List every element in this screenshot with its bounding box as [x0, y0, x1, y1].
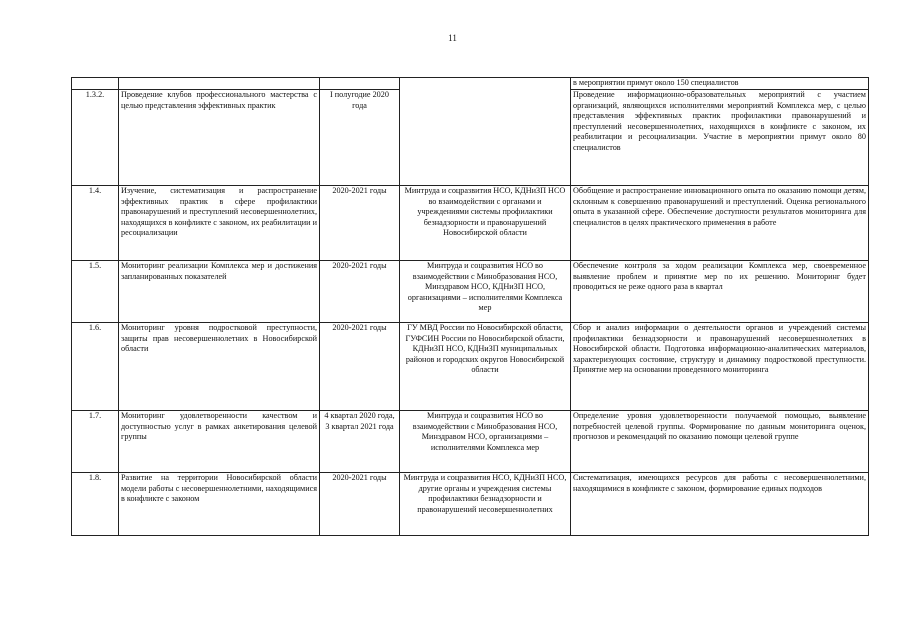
table-row: [72, 261, 869, 323]
measure-name: Мониторинг уровня подростковой преступности, защиты прав несовершеннолетних в Новосибирской области: [119, 323, 320, 411]
item-number: [72, 78, 119, 90]
measure-result: Сбор и анализ информации о деятельности органов и учреждений системы профилактики безнадзорности и правонарушений несовершеннолетних в Новосибирской области. Подготовка информационно-аналитических материалов, характеризующих состояние, структуру и динамику подростковой преступности. Принятие мер на основании проведенного мониторинга: [571, 323, 869, 411]
table-row: [72, 473, 869, 536]
measure-term: 2020-2021 годы: [320, 473, 400, 536]
measure-executors: ГУ МВД России по Новосибирской области, ГУФСИН России по Новосибирской области, КДНиЗП НСО, КДНиЗП муниципальных районов и городских округов Новосибирской области: [400, 323, 571, 411]
measure-name: [119, 78, 320, 90]
item-number: 1.3.2.: [72, 90, 119, 186]
measure-term: I полугодие 2020 года: [320, 90, 400, 186]
measure-executors: Минтруда и соцразвития НСО, КДНиЗП НСО во взаимодействии с органами и учреждениями системы профилактики безнадзорности и правонарушений Новосибирской области: [400, 186, 571, 261]
table-row: [72, 323, 869, 411]
measure-executors: Минтруда и соцразвития НСО во взаимодействии с Минобразования НСО, Минздравом НСО, КДНиЗП НСО, организациями – исполнителями Комплекса мер: [400, 261, 571, 323]
measure-term: 2020-2021 годы: [320, 261, 400, 323]
measures-table: [71, 77, 869, 536]
table-row: [72, 186, 869, 261]
measure-result: Определение уровня удовлетворенности получаемой помощью, выявление потребностей целевой группы. Формирование по данным мониторинга оценок, прогнозов и рекомендаций по оказанию помощи целевой группе: [571, 411, 869, 473]
item-number: 1.5.: [72, 261, 119, 323]
measure-executors: [400, 78, 571, 186]
table-row: [72, 78, 869, 90]
page-number: 11: [448, 33, 457, 43]
measure-executors: Минтруда и соцразвития НСО во взаимодействии с Минобразования НСО, Минздравом НСО, организациями – исполнителями Комплекса мер: [400, 411, 571, 473]
measure-term: 2020-2021 годы: [320, 186, 400, 261]
item-number: 1.6.: [72, 323, 119, 411]
measure-result: в мероприятии примут около 150 специалистов: [571, 78, 869, 90]
measure-executors: Минтруда и соцразвития НСО, КДНиЗП НСО, другие органы и учреждения системы профилактики безнадзорности и правонарушений несовершеннолетних: [400, 473, 571, 536]
measure-result: Проведение информационно-образовательных мероприятий с участием организаций, являющихся исполнителями мероприятий Комплекса мер, с целью представления эффективных практик профилактики правонарушений и преступлений несовершеннолетних, находящихся в конфликте с законом, их реабилитации и ресоциализации. Участие в мероприятии примут около 80 специалистов: [571, 90, 869, 186]
measure-result: Обеспечение контроля за ходом реализации Комплекса мер, своевременное выявление проблем и принятие мер по их решению. Мониторинг будет проводиться не реже одного раза в квартал: [571, 261, 869, 323]
measure-name: Мониторинг удовлетворенности качеством и доступностью услуг в рамках анкетирования целевой группы: [119, 411, 320, 473]
measure-name: Изучение, систематизация и распространение эффективных практик в сфере профилактики правонарушений и преступлений несовершеннолетних, находящихся в конфликте с законом, их реабилитации и ресоциализации: [119, 186, 320, 261]
measure-term: 4 квартал 2020 года, 3 квартал 2021 года: [320, 411, 400, 473]
measure-term: [320, 78, 400, 90]
item-number: 1.7.: [72, 411, 119, 473]
measure-result: Обобщение и распространение инновационного опыта по оказанию помощи детям, склонным к совершению правонарушений и преступлений. Оценка регионального опыта в указанной сфере. Обеспечение доступности результатов мониторинга для специалистов в целях практического применения в работе: [571, 186, 869, 261]
measure-name: Мониторинг реализации Комплекса мер и достижения запланированных показателей: [119, 261, 320, 323]
item-number: 1.4.: [72, 186, 119, 261]
measure-result: Систематизация, имеющихся ресурсов для работы с несовершеннолетними, находящимися в конфликте с законом, формирование единых подходов: [571, 473, 869, 536]
measure-name: Развитие на территории Новосибирской области модели работы с несовершеннолетними, находящимися в конфликте с законом: [119, 473, 320, 536]
measure-name: Проведение клубов профессионального мастерства с целью представления эффективных практик: [119, 90, 320, 186]
item-number: 1.8.: [72, 473, 119, 536]
measure-term: 2020-2021 годы: [320, 323, 400, 411]
table-row: [72, 411, 869, 473]
